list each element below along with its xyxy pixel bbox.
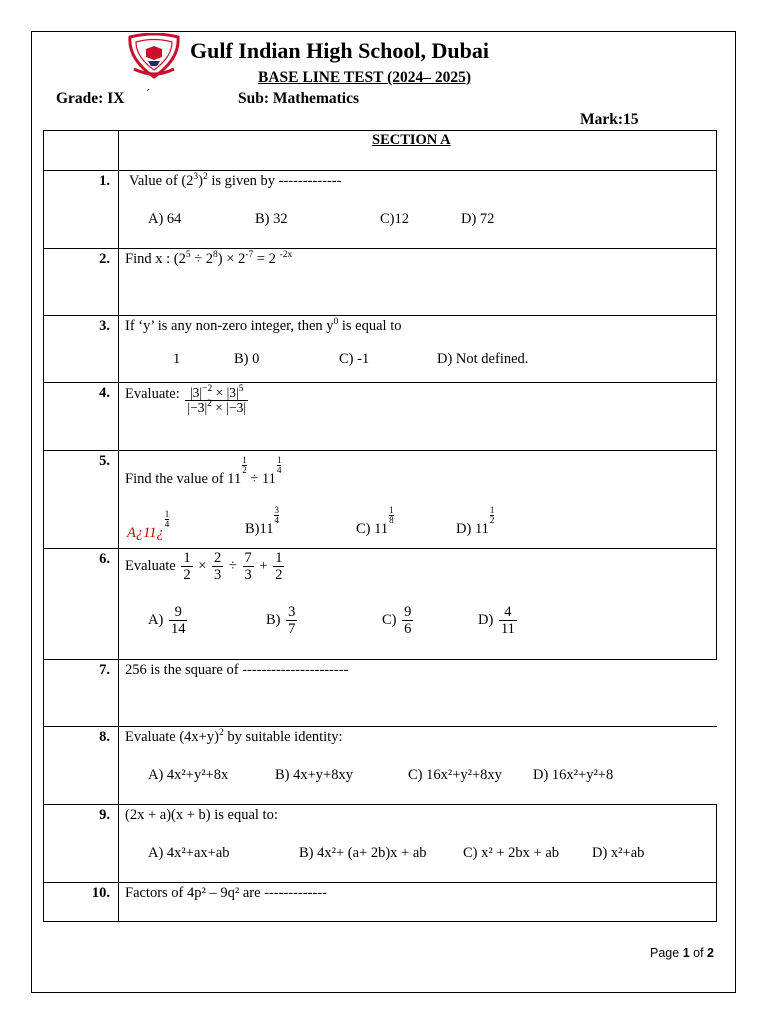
option-c: C) $11\frac{1}{8}$	[356, 505, 394, 537]
option-a: A) $\frac{9}{14}$	[148, 604, 186, 637]
page-number: Page 1 of 2	[650, 946, 714, 960]
expression-fraction: $\frac{|3|^{-2} \times |3|^5}{|-3|^2 \times |-3|}$	[187, 384, 247, 415]
question-6-text: Evaluate $\frac{1}{2}$ × $\frac{2}{3}$ ÷ $\frac{7}{3}$ + $\frac{1}{2}$	[125, 550, 283, 583]
question-number: 5.	[99, 453, 110, 469]
option-a: A) 4x²+ax+ab	[148, 845, 230, 861]
option-c: C)12	[380, 211, 409, 227]
table-line	[43, 382, 717, 383]
table-line	[118, 130, 119, 921]
subject-label: Sub: Mathematics	[238, 90, 359, 107]
table-line	[43, 726, 717, 727]
option-b: B) $\frac{3}{7}$	[266, 604, 296, 637]
question-number: 7.	[99, 662, 110, 678]
grade-mark: ´	[146, 86, 151, 101]
option-d: D) 72	[461, 211, 495, 227]
question-3-text: If ‘y’ is any non-zero integer, then $y^0$ is equal to	[125, 317, 402, 334]
option-a: A) 64	[148, 211, 182, 227]
table-line	[716, 804, 717, 921]
question-9-text: (2x + a)(x + b) is equal to:	[125, 807, 278, 823]
question-7-text: 256 is the square of ----------------------	[125, 662, 349, 678]
question-number: 10.	[91, 885, 110, 901]
option-a: 1	[173, 351, 181, 367]
school-name: Gulf Indian High School, Dubai	[190, 38, 489, 63]
option-b: B) 4x²+ (a+ 2b)x + ab	[299, 845, 427, 861]
option-b: B) 4x+y+8xy	[275, 767, 353, 783]
option-d: D) $11\frac{1}{2}$	[456, 505, 495, 537]
question-number: 9.	[99, 807, 110, 823]
option-d: D) $\frac{4}{11}$	[478, 604, 515, 637]
option-c: C) 16x²+y²+8xy	[408, 767, 502, 783]
question-1-text: Value of $(2^3)^2$ is given by -------------	[129, 172, 342, 189]
table-line	[43, 450, 717, 451]
option-c: C) x² + 2bx + ab	[463, 845, 560, 861]
question-number: 8.	[99, 729, 110, 745]
question-5-text: Find the value of $11\frac{1}{2}$ ÷ $11\frac{1}{4}$	[125, 455, 282, 487]
option-c: C) -1	[339, 351, 370, 367]
table-line	[716, 130, 717, 659]
table-line	[43, 130, 717, 131]
option-b: $B)11\frac{3}{4}$	[245, 505, 279, 537]
question-10-text: Factors of 4p² – 9q² are -------------	[125, 885, 327, 901]
option-a: $A¿11¿\frac{1}{4}$	[127, 509, 170, 541]
table-line	[43, 315, 717, 316]
school-logo	[124, 33, 184, 79]
grade-label: Grade: IX	[56, 90, 125, 107]
table-line	[43, 130, 44, 921]
option-d: D) Not defined.	[437, 351, 529, 367]
section-heading: SECTION A	[372, 132, 451, 148]
question-number: 2.	[99, 251, 110, 267]
question-4-text: Evaluate: $\frac{|3|^{-2} \times |3|^5}{|-3|^2 \times |-3|}$	[125, 384, 247, 415]
question-number: 6.	[99, 551, 110, 567]
question-number: 3.	[99, 318, 110, 334]
marks-label: Mark:15	[580, 111, 639, 128]
option-a: A) 4x²+y²+8x	[148, 767, 229, 783]
table-line	[43, 921, 717, 922]
option-c: C) $\frac{9}{6}$	[382, 604, 412, 637]
question-number: 1.	[99, 173, 110, 189]
option-d: D) 16x²+y²+8	[533, 767, 614, 783]
question-8-text: Evaluate $(4x+y)^2$ by suitable identity:	[125, 728, 343, 745]
table-line	[43, 659, 717, 660]
table-line	[43, 804, 717, 805]
test-title: BASE LINE TEST (2024– 2025)	[258, 69, 472, 86]
table-line	[43, 170, 717, 171]
option-b: B) 32	[255, 211, 288, 227]
option-d: D) x²+ab	[592, 845, 645, 861]
question-2-text: Find x : $(2^5 \div 2^8) \times 2^{-7} = 2$ $^{-2x}$	[125, 250, 293, 267]
option-b: B) 0	[234, 351, 260, 367]
question-number: 4.	[99, 385, 110, 401]
table-line	[43, 248, 717, 249]
table-line	[43, 548, 717, 549]
table-line	[43, 882, 717, 883]
